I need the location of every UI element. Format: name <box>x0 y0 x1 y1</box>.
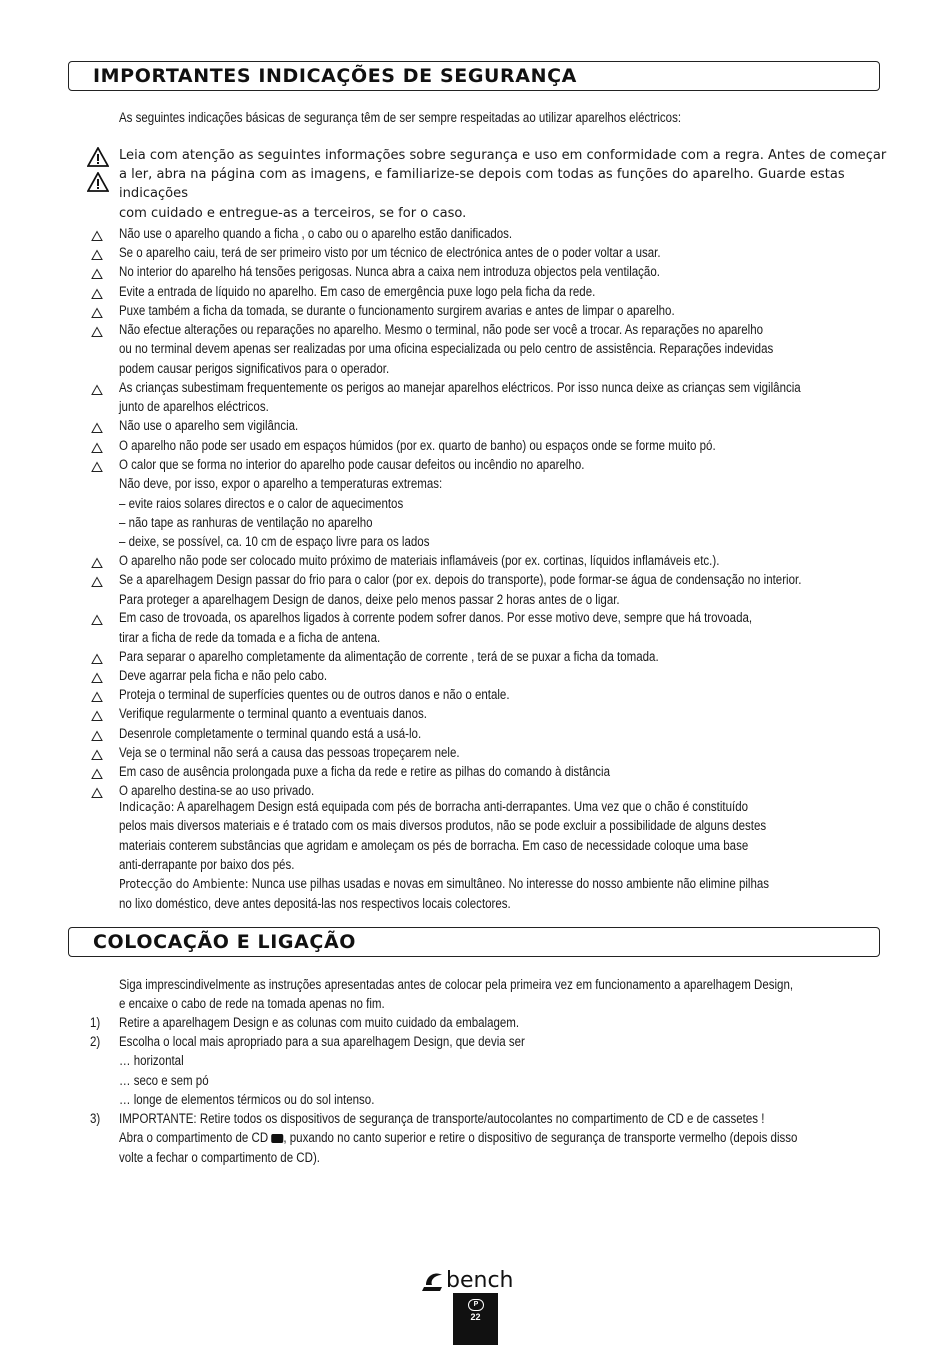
step-number: 3) <box>90 1111 101 1126</box>
bullet-triangle-icon <box>91 691 103 703</box>
step-text <box>119 1128 797 1147</box>
bullet-triangle-icon <box>91 672 103 684</box>
list-line: No interior do aparelho há tensões perigosas. Nunca abra a caixa nem introduza objectos pela ventilação. <box>119 264 660 279</box>
step-number: 2) <box>90 1034 101 1049</box>
list-line: junto de aparelhos eléctricos. <box>119 399 269 414</box>
section-title: IMPORTANTES INDICAÇÕES DE SEGURANÇA <box>93 65 577 87</box>
list-line: O calor que se forma no interior do aparelho pode causar defeitos ou incêndio no aparelho. <box>119 457 585 472</box>
list-line: tirar a ficha de rede da tomada e a ficha de antena. <box>119 630 381 645</box>
list-line: O aparelho não pode ser colocado muito próximo de materiais inflamáveis (por ex. cortinas, líquidos inflamáveis etc.). <box>119 553 720 568</box>
list-line: Se a aparelhagem Design passar do frio para o calor (por ex. depois do transporte), pode formar-se água de condensação no interior. <box>119 572 802 587</box>
warning-icon <box>87 147 109 167</box>
section-title: COLOCAÇÃO E LIGAÇÃO <box>93 931 357 953</box>
step-text-part: , puxando no canto superior e retire o dispositivo de segurança de transporte vermelho (depois disso <box>283 1130 798 1145</box>
step-number: 1) <box>90 1015 101 1030</box>
bullet-triangle-icon <box>91 326 103 338</box>
bench-logo <box>422 1267 528 1293</box>
page-tab <box>453 1293 498 1345</box>
warning-line: Leia com atenção as seguintes informações sobre segurança e uso em conformidade com a regra. Antes de começar <box>119 148 887 163</box>
bullet-triangle-icon <box>91 768 103 780</box>
list-line: Deve agarrar pela ficha e não pelo cabo. <box>119 668 328 683</box>
list-line: Verifique regularmente o terminal quanto a eventuais danos. <box>119 706 427 721</box>
section-header-safety <box>68 61 880 91</box>
env-label: Protecção do Ambiente: <box>119 876 249 891</box>
section-header-setup <box>68 927 880 957</box>
list-line: Puxe também a ficha da tomada, se durante o funcionamento surgirem avarias e antes de limpar o aparelho. <box>119 303 675 318</box>
list-line: Para separar o aparelho completamente da alimentação de corrente , terá de se puxar a ficha da tomada. <box>119 649 659 664</box>
list-line: O aparelho não pode ser usado em espaços húmidos (por ex. quarto de banho) ou espaços onde se forme muito pó. <box>119 438 716 453</box>
bullet-triangle-icon <box>91 288 103 300</box>
bullet-triangle-icon <box>91 384 103 396</box>
warning-line: a ler, abra na página com as imagens, e familiarize-se depois com todas as funções do aparelho. Guarde estas indicações <box>119 167 845 202</box>
bullet-triangle-icon <box>91 614 103 626</box>
bullet-triangle-icon <box>91 268 103 280</box>
bullet-triangle-icon <box>91 442 103 454</box>
bullet-triangle-icon <box>91 230 103 242</box>
bullet-triangle-icon <box>91 249 103 261</box>
list-line: Não deve, por isso, expor o aparelho a temperaturas extremas: <box>119 476 443 491</box>
step-text: IMPORTANTE: Retire todos os dispositivos de segurança de transporte/autocolantes no compartimento de CD e de cassetes ! <box>119 1111 765 1126</box>
env-line: no lixo doméstico, deve antes depositá-las nos respectivos locais colectores. <box>119 896 511 911</box>
list-line: ou no terminal devem apenas ser realizadas por uma oficina especializada ou pelo centro de assistência. Reparações indevidas <box>119 341 774 356</box>
warning-icon <box>87 172 109 192</box>
list-line: – evite raios solares directos e o calor de aquecimentos <box>119 496 404 511</box>
note-line: materiais conterem substâncias que agridam e amoleçam os pés de borracha. Em caso de necessidade coloque uma base <box>119 838 749 853</box>
list-line: podem causar perigos significativos para o operador. <box>119 361 390 376</box>
env-line <box>119 874 769 893</box>
bullet-triangle-icon <box>91 653 103 665</box>
step-sub: … longe de elementos térmicos ou do sol intenso. <box>119 1092 375 1107</box>
bullet-triangle-icon <box>91 576 103 588</box>
warning-paragraph <box>119 146 911 223</box>
bullet-triangle-icon <box>91 787 103 799</box>
bullet-triangle-icon <box>91 461 103 473</box>
list-line: Não use o aparelho sem vigilância. <box>119 418 299 433</box>
intro-text: As seguintes indicações básicas de segurança têm de ser sempre respeitadas ao utilizar aparelhos eléctricos: <box>119 110 682 125</box>
setup-intro-line: e encaixe o cabo de rede na tomada apenas no fim. <box>119 996 385 1011</box>
list-line: Em caso de trovoada, os aparelhos ligados à corrente podem sofrer danos. Por esse motivo deve, sempre que há trovoada, <box>119 610 753 625</box>
list-line: Para proteger a aparelhagem Design de danos, deixe pelo menos passar 2 horas antes de o ligar. <box>119 592 620 607</box>
list-line: O aparelho destina-se ao uso privado. <box>119 783 315 798</box>
list-line: Veja se o terminal não será a causa das pessoas tropeçarem nele. <box>119 745 460 760</box>
list-line: Desenrole completamente o terminal quando está a usá-lo. <box>119 726 422 741</box>
step-text: Escolha o local mais apropriado para a sua aparelhagem Design, que devia ser <box>119 1034 525 1049</box>
list-line: Em caso de ausência prolongada puxe a ficha da rede e retire as pilhas do comando à distância <box>119 764 611 779</box>
language-badge: P <box>468 1299 484 1311</box>
note-line <box>119 797 748 816</box>
setup-intro-line: Siga imprescindivelmente as instruções apresentadas antes de colocar pela primeira vez em funcionamento a aparelhagem Design, <box>119 977 794 992</box>
bullet-triangle-icon <box>91 710 103 722</box>
bullet-triangle-icon <box>91 422 103 434</box>
list-line: – deixe, se possível, ca. 10 cm de espaço livre para os lados <box>119 534 430 549</box>
list-line: Não use o aparelho quando a ficha , o cabo ou o aparelho estão danificados. <box>119 226 513 241</box>
list-line: Não efectue alterações ou reparações no aparelho. Mesmo o terminal, não pode ser você a trocar. As reparações no aparelho <box>119 322 764 337</box>
note-line: pelos mais diversos materiais e é tratado com os mais diversos produtos, não se pode excluir a possibilidade de alguns destes <box>119 818 767 833</box>
step-text: Retire a aparelhagem Design e as colunas com muito cuidado da embalagem. <box>119 1015 520 1030</box>
bullet-triangle-icon <box>91 730 103 742</box>
list-line: Se o aparelho caiu, terá de ser primeiro visto por um técnico de electrónica antes de o poder voltar a usar. <box>119 245 661 260</box>
list-line: Proteja o terminal de superfícies quentes ou de outros danos e não o entale. <box>119 687 510 702</box>
brand-text: bench <box>446 1268 514 1293</box>
step-text: volte a fechar o compartimento de CD). <box>119 1150 320 1165</box>
bullet-triangle-icon <box>91 307 103 319</box>
note-line: anti-derrapante por baixo dos pés. <box>119 857 295 872</box>
step-text-part: Abra o compartimento de CD <box>119 1130 272 1145</box>
page-number: 22 <box>470 1312 481 1322</box>
list-line: – não tape as ranhuras de ventilação no aparelho <box>119 515 373 530</box>
step-sub: … seco e sem pó <box>119 1073 209 1088</box>
list-line: As crianças subestimam frequentemente os perigos ao manejar aparelhos eléctricos. Por isso nunca deixe as crianças sem vigilância <box>119 380 801 395</box>
note-text: A aparelhagem Design está equipada com pés de borracha anti-derrapantes. Uma vez que o chão é constituído <box>174 799 749 814</box>
list-line: Evite a entrada de líquido no aparelho. Em caso de emergência puxe logo pela ficha da rede. <box>119 284 596 299</box>
bullet-triangle-icon <box>91 557 103 569</box>
note-label: Indicação: <box>119 799 175 814</box>
bullet-triangle-icon <box>91 749 103 761</box>
warning-line: com cuidado e entregue-as a terceiros, se for o caso. <box>119 205 467 221</box>
cd-button-icon <box>271 1134 283 1143</box>
env-text: Nunca use pilhas usadas e novas em simultâneo. No interesse do nosso ambiente não elimine pilhas <box>248 876 770 891</box>
step-sub: … horizontal <box>119 1053 184 1068</box>
